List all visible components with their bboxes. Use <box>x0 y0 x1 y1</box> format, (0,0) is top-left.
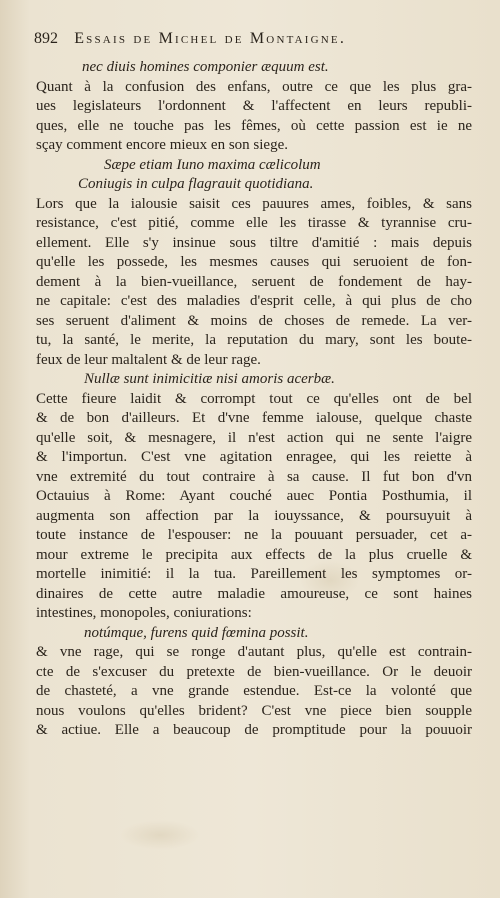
text-block <box>36 58 472 741</box>
prose-line: feux de leur maltalent & de leur rage. <box>36 351 261 368</box>
prose-line: dement à la bien-vueillance, seruent de fondement de hay- <box>36 273 472 290</box>
prose-line: mour extreme le precipita aux effects de la plus cruelle & <box>36 546 472 563</box>
prose-line: & vne rage, qui se ronge d'autant plus, qu'elle est contrain- <box>36 644 472 660</box>
verse-quotation-line: Coniugis in culpa flagrauit quotidiana. <box>78 176 314 192</box>
prose-line: mortelle inimitié: il la tua. Pareillement les symptomes or- <box>36 566 472 582</box>
prose-line: qu'elle soit, & mesnagere, il n'est action qui ne sente l'aigre <box>36 429 472 446</box>
prose-line: cte de s'excuser du pretexte de bien-vueillance. Or le deuoir <box>36 663 472 680</box>
verse-quotation-line: nec diuis homines componier æquum est. <box>82 59 329 75</box>
prose-line: dinaires de cette autre maladie amoureuse, ce sont haines <box>36 585 472 602</box>
prose-line: intestines, monopoles, coniurations: <box>36 605 252 621</box>
prose-line: ques, elle ne touche pas les fêmes, où cette passion est ie ne <box>36 117 472 134</box>
prose-line: qu'elle les possede, les mesmes causes qui seruoient de fon- <box>36 254 472 270</box>
prose-line: Lors que la ialousie saisit ces pauures ames, foibles, & sans <box>36 195 472 212</box>
prose-line: & de bon d'ailleurs. Et d'vne femme ialouse, quelque chaste <box>36 410 472 426</box>
prose-line: augmenta son affection par la iouyssance, & poursuyuit à <box>36 507 472 524</box>
prose-line: Cette fieure laidit & corrompt tout ce qu'elles ont de bel <box>36 390 472 407</box>
prose-line: de chasteté, a vne grande estendue. Est-ce la volonté que <box>36 683 472 699</box>
prose-line: sçay comment encore mieux en son siege. <box>36 137 288 153</box>
prose-line: & actiue. Elle a beaucoup de promptitude pour la pouuoir <box>36 722 472 738</box>
verse-quotation-line: Sæpe etiam Iuno maxima cælicolum <box>104 156 321 173</box>
paper-stain <box>120 820 200 850</box>
prose-line: vne extremité du tout contraire à sa cause. Il fut bon d'vn <box>36 468 472 485</box>
prose-line: ellement. Elle s'y insinue sous tiltre d'amitié : mais depuis <box>36 234 472 251</box>
prose-line: Octauius à Rome: Ayant couché auec Pontia Posthumia, il <box>36 488 472 504</box>
prose-line: tu, la santé, le merite, la reputation du mary, sont les boute- <box>36 332 472 348</box>
prose-line: nous voulons qu'elles brident? C'est vne piece bien soupple <box>36 702 472 719</box>
prose-line: Quant à la confusion des enfans, outre ce que les plus gra- <box>36 78 472 95</box>
prose-line: ues legislateurs l'ordonnent & l'affectent en leurs republi- <box>36 98 472 114</box>
prose-line: ses seruent d'aliment & moins de choses de remede. La ver- <box>36 312 472 329</box>
running-header <box>34 30 474 48</box>
page-number: 892 <box>34 30 58 47</box>
prose-line: & l'importun. C'est vne agitation enragee, qui les reiette à <box>36 449 472 465</box>
prose-line: resistance, c'est pitié, comme elle les tirasse & tyrannise cru- <box>36 215 472 231</box>
running-title: Essais de Michel de Montaigne. <box>74 30 347 47</box>
prose-line: ne capitale: c'est des maladies d'esprit celle, à qui plus de cho <box>36 293 472 309</box>
verse-quotation-line: notúmque, furens quid fœmina possit. <box>84 624 309 641</box>
verse-quotation-line: Nullæ sunt inimicitiæ nisi amoris acerbæ. <box>84 371 335 387</box>
prose-line: toute instance de l'espouser: ne la pouuant persuader, cet a- <box>36 527 472 543</box>
